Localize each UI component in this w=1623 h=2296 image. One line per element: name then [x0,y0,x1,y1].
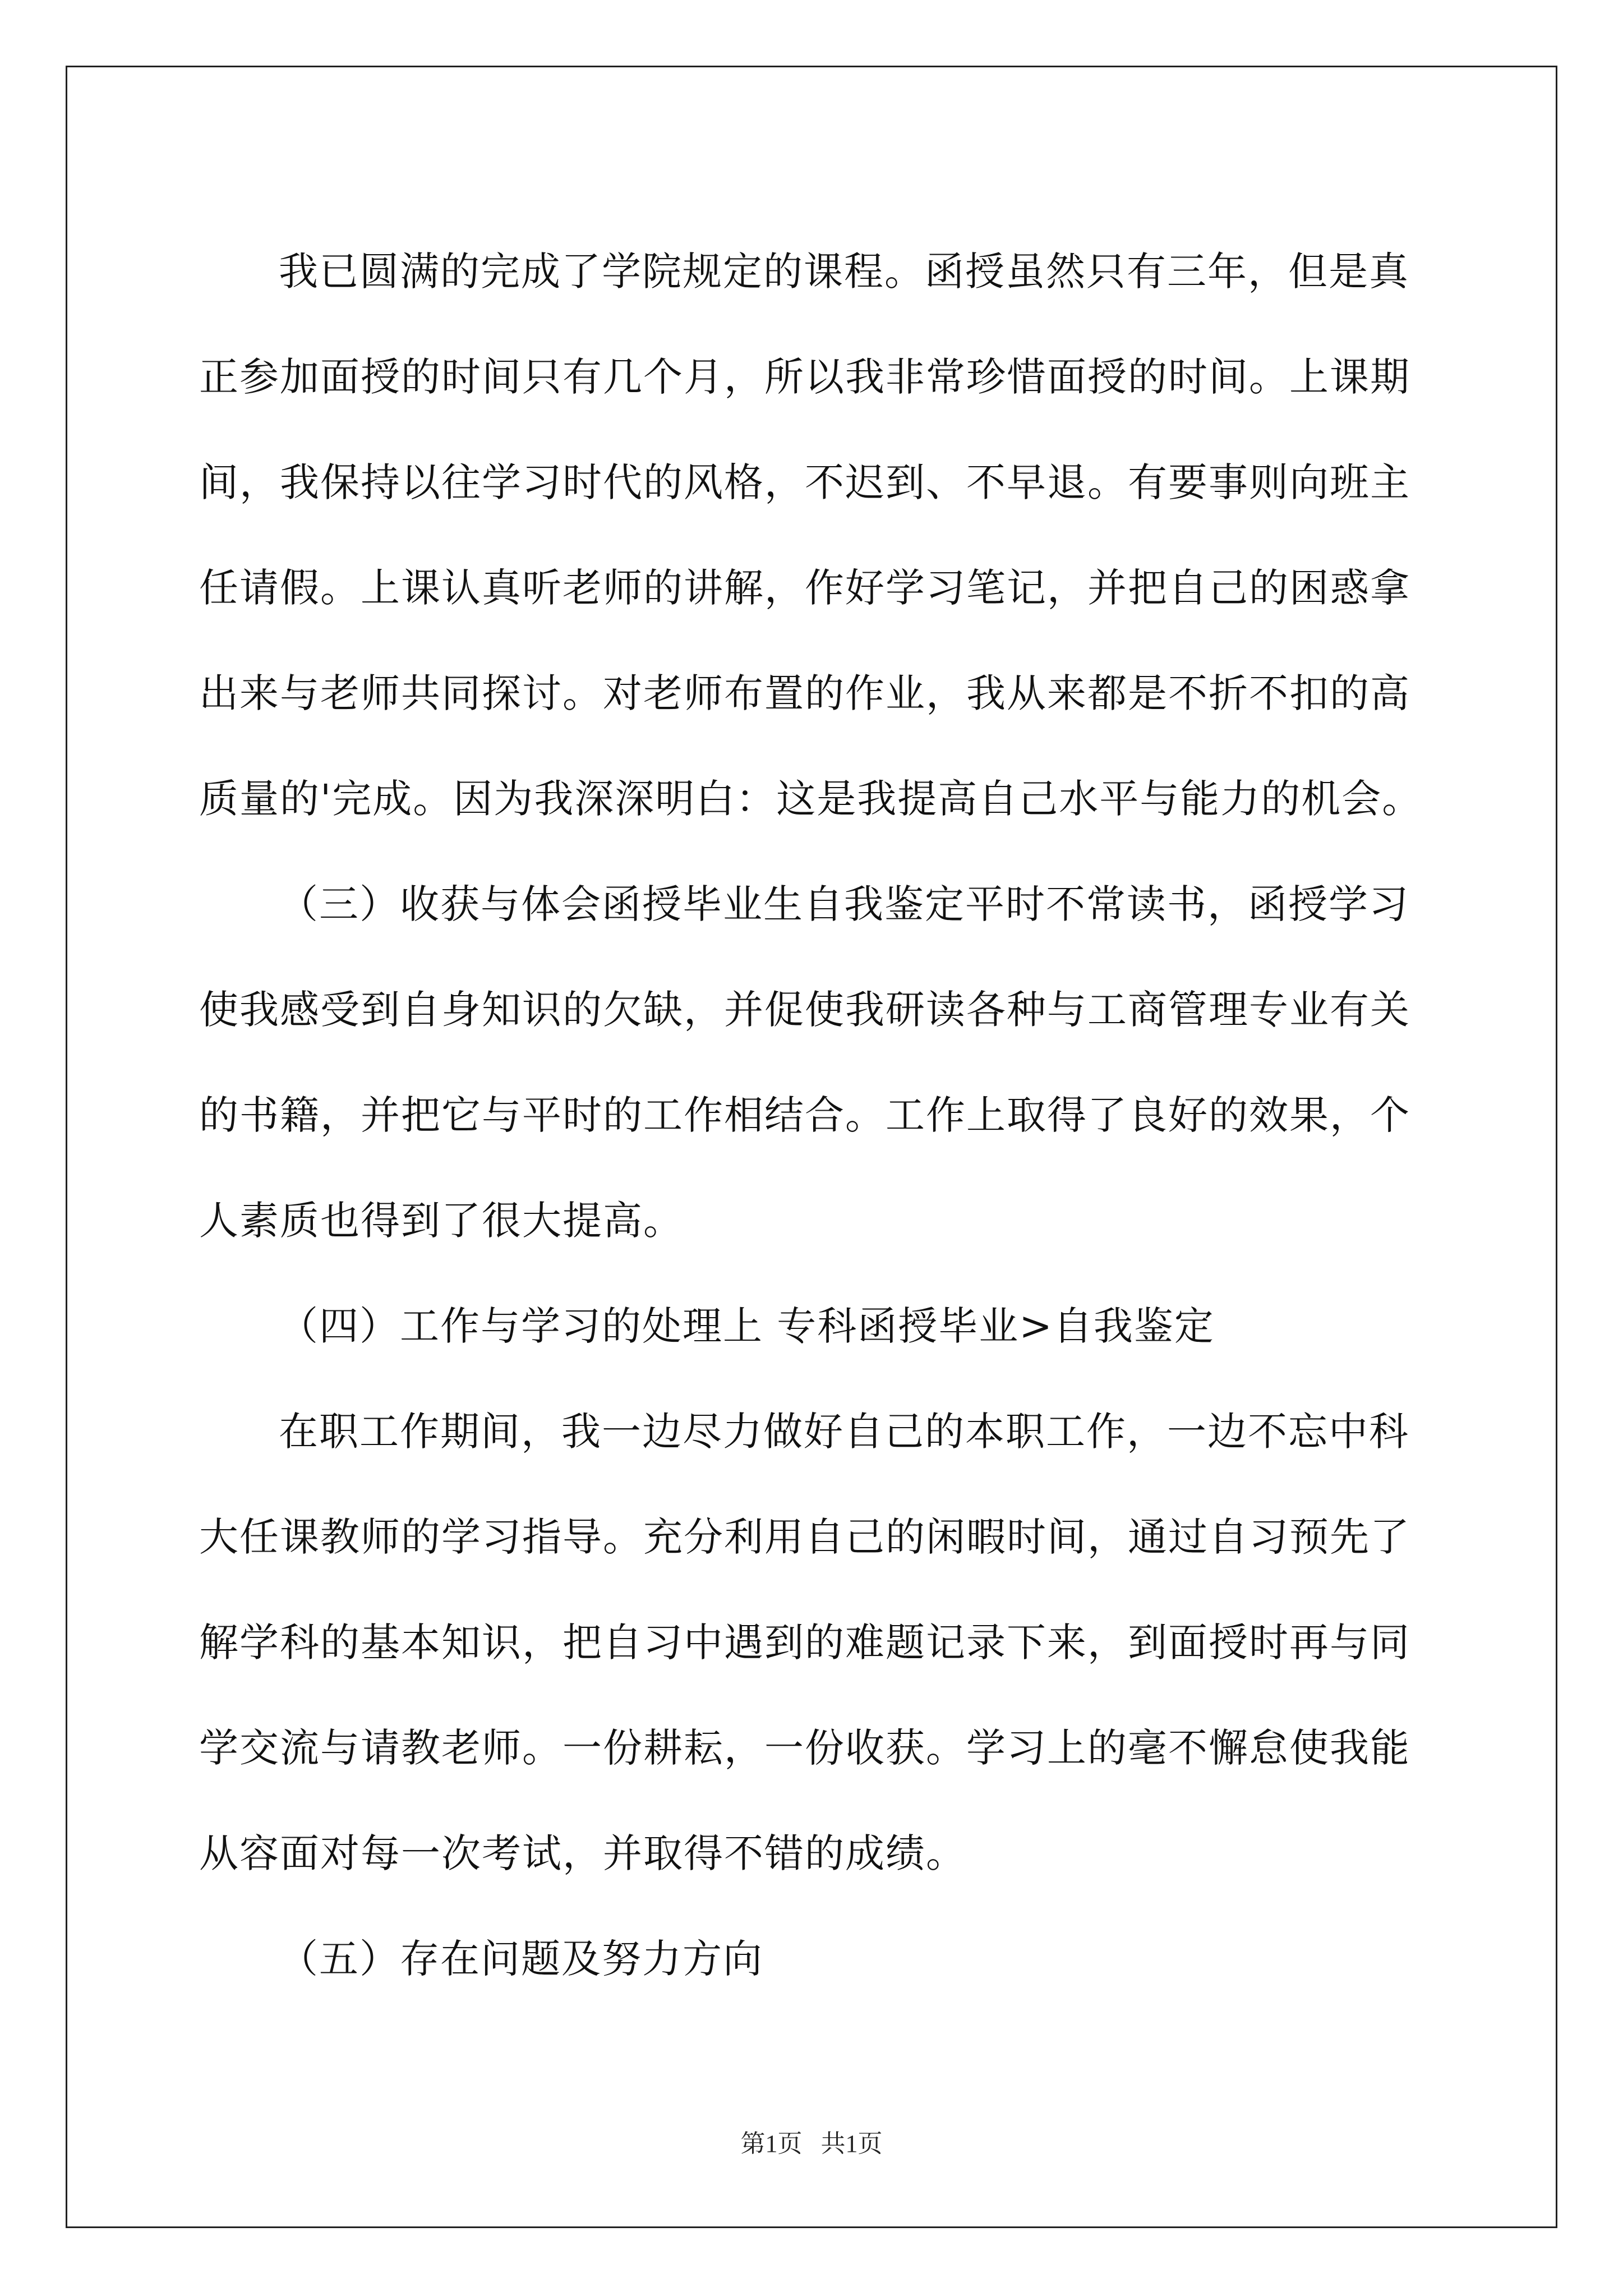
text-line: 的书籍，并把它与平时的工作相结合。工作上取得了良好的效果，个 [199,1092,1410,1138]
text-line: 任请假。上课认真听老师的讲解，作好学习笔记，并把自己的困惑拿 [199,565,1410,611]
text-line: 正参加面授的时间只有几个月，所以我非常珍惜面授的时间。上课期 [199,354,1410,400]
section-heading-line: （三）收获与体会函授毕业生自我鉴定平时不常读书，函授学习 [279,881,1409,927]
section-heading-line: （四）工作与学习的处理上 专科函授毕业>自我鉴定 [279,1303,1215,1349]
text-line: 从容面对每一次考试，并取得不错的成绩。 [199,1830,966,1876]
text-line: 出来与老师共同探讨。对老师布置的作业，我从来都是不折不扣的高 [199,670,1410,716]
text-line: 间，我保持以往学习时代的风格，不迟到、不早退。有要事则向班主 [199,459,1410,505]
text-line: 解学科的基本知识，把自习中遇到的难题记录下来，到面授时再与同 [199,1619,1410,1665]
text-line: 大任课教师的学习指导。充分利用自己的闲暇时间，通过自习预先了 [199,1514,1410,1560]
text-line: 人素质也得到了很大提高。 [199,1198,684,1244]
page-number-footer: 第1页 共1页 [740,2130,883,2157]
text-line: 学交流与请教老师。一份耕耘，一份收获。学习上的毫不懈怠使我能 [199,1725,1410,1771]
text-line: 使我感受到自身知识的欠缺，并促使我研读各种与工商管理专业有关 [199,987,1410,1033]
text-line: 我已圆满的完成了学院规定的课程。函授虽然只有三年，但是真 [279,249,1409,295]
text-line: 质量的'完成。因为我深深明白：这是我提高自己水平与能力的机会。 [199,776,1423,822]
document-body [199,219,1427,2012]
text-line: 在职工作期间，我一边尽力做好自己的本职工作，一边不忘中科 [279,1409,1409,1455]
section-heading-line: （五）存在问题及努力方向 [279,1936,763,1982]
